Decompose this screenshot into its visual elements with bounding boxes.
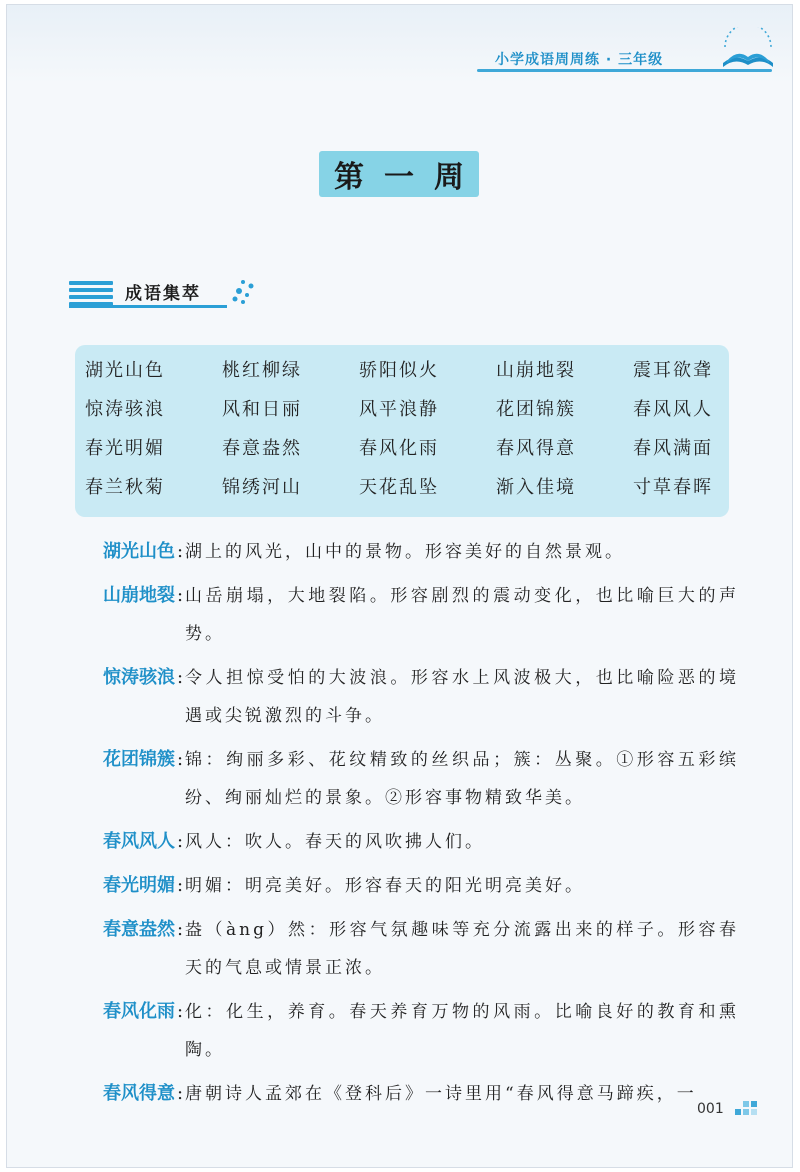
definition-term: 湖光山色 — [103, 541, 175, 562]
idiom-cell: 花团锦簇 — [496, 399, 576, 420]
section-underline — [69, 305, 227, 308]
idiom-cell: 渐入佳境 — [496, 477, 576, 498]
definition-term: 山崩地裂 — [103, 585, 175, 606]
idiom-cell: 春风满面 — [633, 438, 713, 459]
definition-term: 春光明媚 — [103, 875, 175, 896]
definition-entry: 山崩地裂 : 山岳崩塌，大地裂陷。形容剧烈的震动变化，也比喻巨大的声势。 — [79, 577, 739, 653]
definition-text: 化：化生，养育。春天养育万物的风雨。比喻良好的教育和熏陶。 — [185, 1002, 739, 1060]
chapter-title: 第一周 — [334, 160, 484, 195]
definition-list — [79, 533, 739, 1119]
definition-entry: 花团锦簇 : 锦：绚丽多彩、花纹精致的丝织品；簇：丛聚。①形容五彩缤纷、绚丽灿烂的景象。②形容事物精致华美。 — [79, 741, 739, 817]
dots-icon — [229, 277, 259, 307]
idiom-cell: 春意盎然 — [222, 438, 302, 459]
idiom-cell: 春风得意 — [496, 438, 576, 459]
idiom-grid — [85, 351, 725, 507]
idiom-cell: 震耳欲聋 — [633, 360, 713, 381]
definition-text: 锦：绚丽多彩、花纹精致的丝织品；簇：丛聚。①形容五彩缤纷、绚丽灿烂的景象。②形容事物精致华美。 — [185, 750, 739, 808]
idiom-cell: 春风风人 — [633, 399, 713, 420]
idiom-cell: 春风化雨 — [359, 438, 439, 459]
definition-entry: 春光明媚 : 明媚：明亮美好。形容春天的阳光明亮美好。 — [79, 867, 739, 905]
idiom-cell: 锦绣河山 — [222, 477, 302, 498]
idiom-cell: 寸草春晖 — [633, 477, 713, 498]
definition-term: 春风风人 — [103, 831, 175, 852]
definition-term: 春风化雨 — [103, 1001, 175, 1022]
definition-entry: 春意盎然 : 盎（àng）然：形容气氛趣味等充分流露出来的样子。形容春天的气息或情景正浓。 — [79, 911, 739, 987]
definition-text: 令人担惊受怕的大波浪。形容水上风波极大，也比喻险恶的境遇或尖锐激烈的斗争。 — [185, 668, 739, 726]
idiom-grid-box — [75, 345, 729, 517]
definition-text: 唐朝诗人孟郊在《登科后》一诗里用“春风得意马蹄疾，一 — [185, 1084, 697, 1104]
running-title: 小学成语周周练 · 三年级 — [495, 52, 664, 68]
section-title: 成语集萃 — [125, 284, 201, 304]
idiom-cell: 桃红柳绿 — [222, 360, 302, 381]
idiom-cell: 天花乱坠 — [359, 477, 439, 498]
definition-term: 春风得意 — [103, 1083, 175, 1104]
page-number: 001 — [697, 1101, 724, 1117]
definition-entry: 春风得意 : 唐朝诗人孟郊在《登科后》一诗里用“春风得意马蹄疾，一 — [79, 1075, 739, 1113]
idiom-cell: 湖光山色 — [85, 360, 165, 381]
idiom-cell: 春兰秋菊 — [85, 477, 165, 498]
definition-entry: 春风化雨 : 化：化生，养育。春天养育万物的风雨。比喻良好的教育和熏陶。 — [79, 993, 739, 1069]
idiom-cell: 风平浪静 — [359, 399, 439, 420]
idiom-cell: 骄阳似火 — [359, 360, 439, 381]
definition-entry: 惊涛骇浪 : 令人担惊受怕的大波浪。形容水上风波极大，也比喻险恶的境遇或尖锐激烈的斗争。 — [79, 659, 739, 735]
page — [6, 4, 793, 1168]
definition-entry: 湖光山色 : 湖上的风光，山中的景物。形容美好的自然景观。 — [79, 533, 739, 571]
definition-text: 明媚：明亮美好。形容春天的阳光明亮美好。 — [185, 876, 585, 896]
section-stripes-icon — [69, 281, 113, 307]
idiom-cell: 风和日丽 — [222, 399, 302, 420]
definition-text: 盎（àng）然：形容气氛趣味等充分流露出来的样子。形容春天的气息或情景正浓。 — [185, 920, 739, 978]
idiom-cell: 山崩地裂 — [496, 360, 576, 381]
section-heading — [69, 275, 269, 311]
idiom-cell: 春光明媚 — [85, 438, 165, 459]
definition-term: 春意盎然 — [103, 919, 175, 940]
definition-text: 风人：吹人。春天的风吹拂人们。 — [185, 832, 485, 852]
definition-entry: 春风风人 : 风人：吹人。春天的风吹拂人们。 — [79, 823, 739, 861]
footer-squares-icon — [735, 1099, 759, 1119]
chapter-title-box — [319, 151, 484, 197]
definition-term: 惊涛骇浪 — [103, 667, 175, 688]
definition-text: 湖上的风光，山中的景物。形容美好的自然景观。 — [185, 542, 625, 562]
book-icon — [719, 27, 777, 71]
definition-text: 山岳崩塌，大地裂陷。形容剧烈的震动变化，也比喻巨大的声势。 — [185, 586, 739, 644]
idiom-cell: 惊涛骇浪 — [85, 399, 165, 420]
definition-term: 花团锦簇 — [103, 749, 175, 770]
